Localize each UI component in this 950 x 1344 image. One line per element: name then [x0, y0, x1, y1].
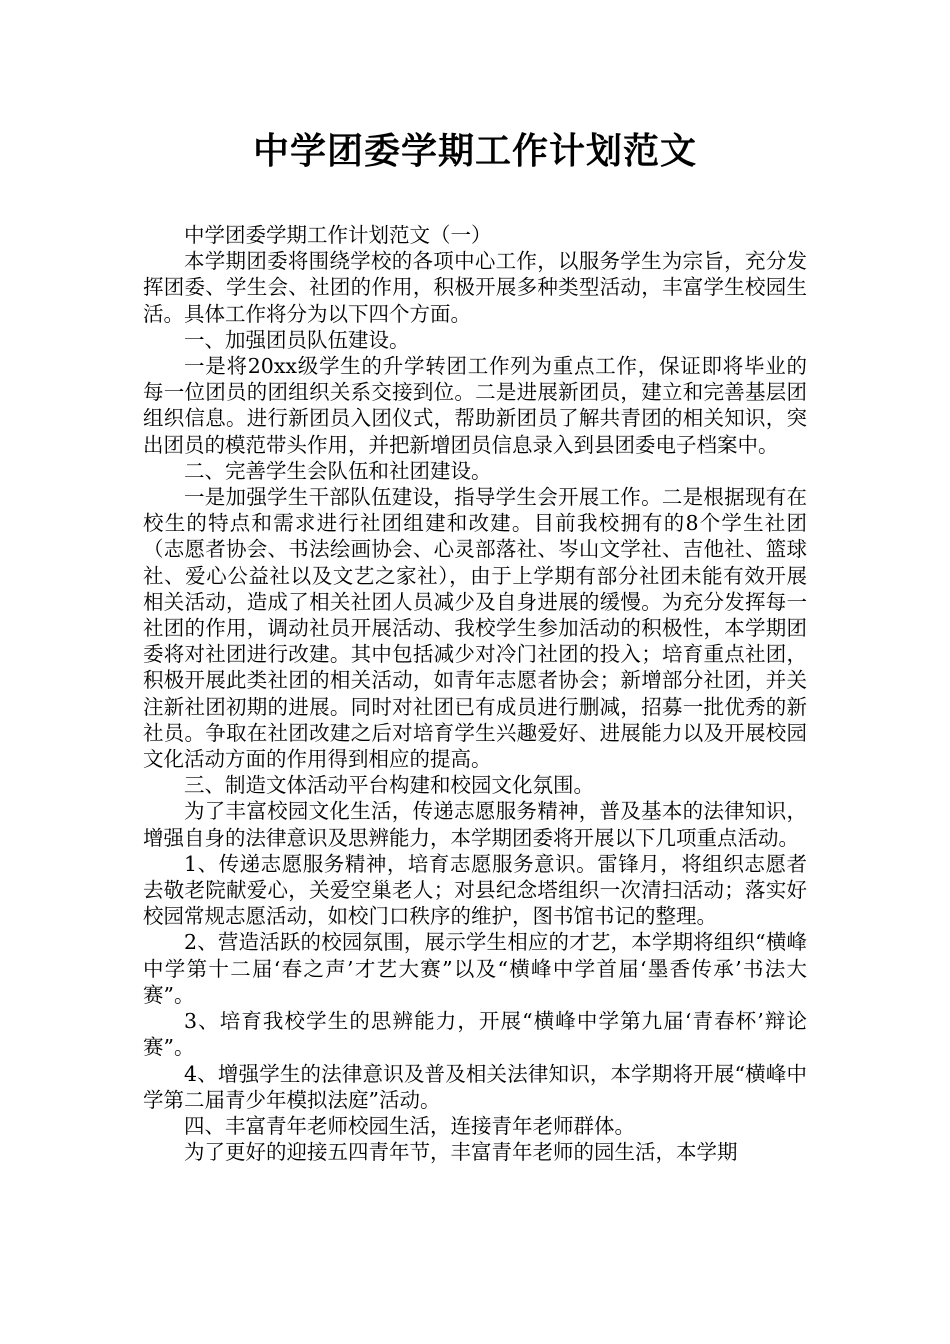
list-item: 3、培育我校学生的思辨能力，开展“横峰中学第九届‘青春杯’辩论赛”。: [143, 1009, 807, 1060]
intro-paragraph: 本学期团委将围绕学校的各项中心工作，以服务学生为宗旨，充分发挥团委、学生会、社团的作用，积极开展多种类型活动，丰富学生校园生活。具体工作将分为以下四个方面。: [143, 249, 807, 326]
body-paragraph: 一是将20xx级学生的升学转团工作列为重点工作，保证即将毕业的每一位团员的团组织关系交接到位。二是进展新团员，建立和完善基层团组织信息。进行新团员入团仪式，帮助新团员了解共青团的相关知识，突出团员的模范带头作用，并把新增团员信息录入到县团委电子档案中。: [143, 354, 807, 457]
section-heading: 二、完善学生会队伍和社团建设。: [184, 458, 492, 483]
list-item: 2、营造活跃的校园氛围，展示学生相应的才艺，本学期将组织“横峰中学第十二届‘春之声’才艺大赛”以及“横峰中学首届‘墨香传承’书法大赛”。: [143, 930, 807, 1007]
list-item: 1、传递志愿服务精神，培育志愿服务意识。雷锋月，将组织志愿者去敬老院献爱心，关爱空巢老人；对县纪念塔组织一次清扫活动；落实好校园常规志愿活动，如校门口秩序的维护，图书馆书记的整理。: [143, 851, 807, 929]
section-heading: 中学团委学期工作计划范文（一）: [184, 223, 492, 247]
section-heading: 四、丰富青年老师校园生活，连接青年老师群体。: [184, 1113, 635, 1138]
document-body: [143, 222, 807, 1165]
section-heading: 三、制造文体活动平台构建和校园文化氛围。: [184, 773, 594, 798]
list-item: 4、增强学生的法律意识及普及相关法律知识，本学期将开展“横峰中学第二届青少年模拟法庭”活动。: [143, 1061, 807, 1112]
body-paragraph: 为了丰富校园文化生活，传递志愿服务精神，普及基本的法律知识，增强自身的法律意识及思辨能力，本学期团委将开展以下几项重点活动。: [143, 799, 807, 850]
document-title: 中学团委学期工作计划范文: [252, 131, 697, 172]
body-paragraph: 一是加强学生干部队伍建设，指导学生会开展工作。二是根据现有在校生的特点和需求进行社团组建和改建。目前我校拥有的8个学生社团（志愿者协会、书法绘画协会、心灵部落社、岑山文学社、吉他社、篮球社、爱心公益社以及文艺之家社），由于上学期有部分社团未能有效开展相关活动，造成了相关社团人员减少及自身进展的缓慢。为充分发挥每一社团的作用，调动社员开展活动、我校学生参加活动的积极性，本学期团委将对社团进行改建。其中包括减少对冷门社团的投入；培育重点社团，积极开展此类社团的相关活动，如青年志愿者协会；新增部分社团，并关注新社团初期的进展。同时对社团已有成员进行删减，招募一批优秀的新社员。争取在社团改建之后对培育学生兴趣爱好、进展能力以及开展校园文化活动方面的作用得到相应的提高。: [143, 485, 807, 772]
section-heading: 一、加强团员队伍建设。: [184, 327, 410, 352]
body-paragraph: 为了更好的迎接五四青年节，丰富青年老师的园生活，本学期: [184, 1140, 738, 1165]
